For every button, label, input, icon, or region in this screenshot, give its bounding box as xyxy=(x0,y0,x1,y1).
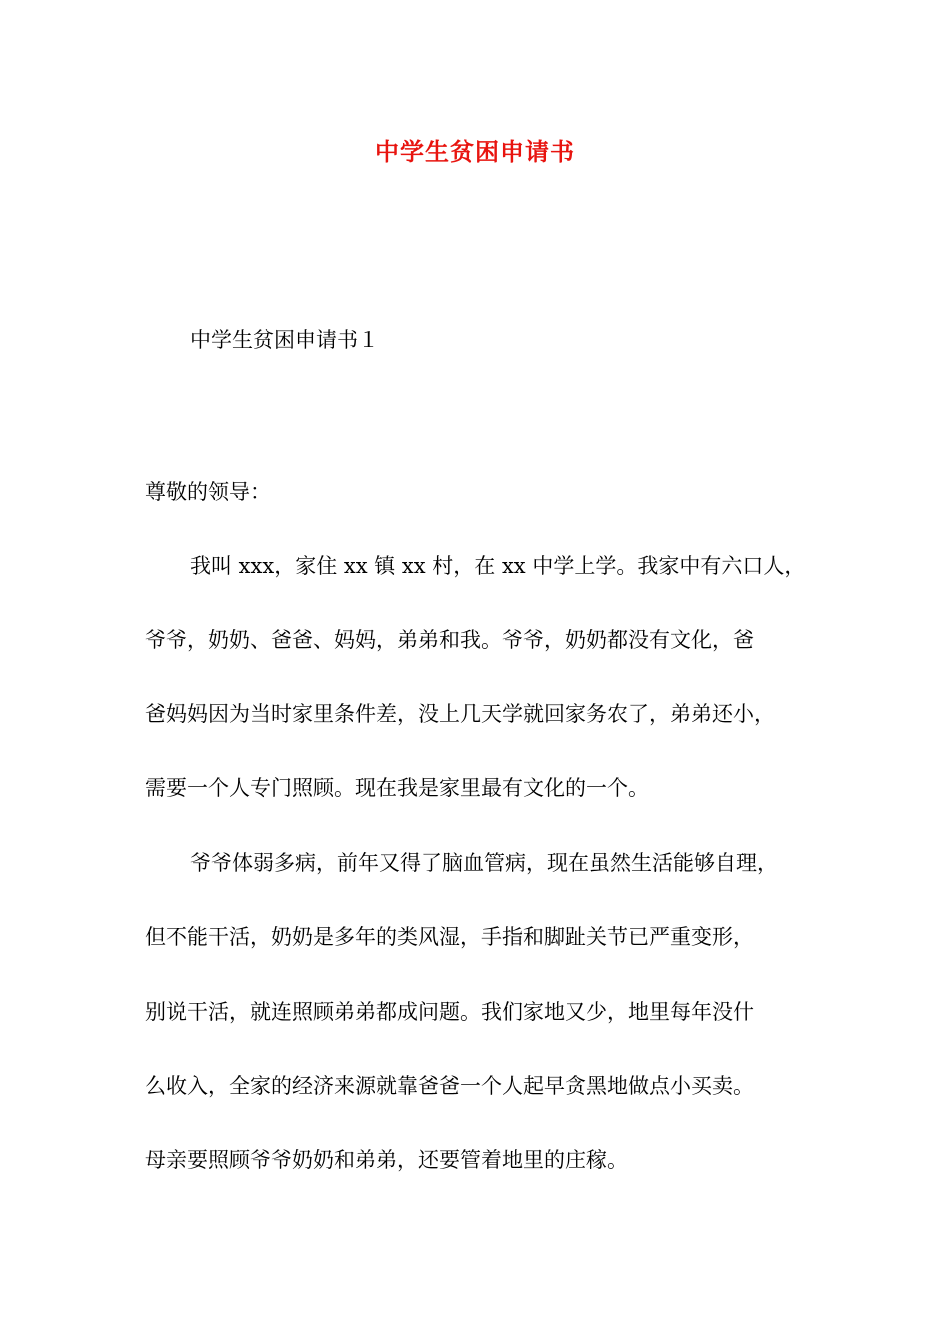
paragraph-line-2: 爷爷，奶奶、爸爸、妈妈，弟弟和我。爷爷，奶奶都没有文化，爸 xyxy=(145,628,754,652)
paragraph-line-4: 需要一个人专门照顾。现在我是家里最有文化的一个。 xyxy=(145,776,649,800)
section-heading: 中学生贫困申请书１ xyxy=(190,328,379,352)
salutation: 尊敬的领导： xyxy=(145,480,271,504)
document-title: 中学生贫困申请书 xyxy=(375,137,575,166)
paragraph-line-7: 别说干活，就连照顾弟弟都成问题。我们家地又少，地里每年没什 xyxy=(145,1000,754,1024)
paragraph-line-1: 我叫 xxx，家住 xx 镇 xx 村，在 xx 中学上学。我家中有六口人， xyxy=(190,554,806,578)
paragraph-line-6: 但不能干活，奶奶是多年的类风湿，手指和脚趾关节已严重变形， xyxy=(145,925,754,949)
paragraph-line-9: 母亲要照顾爷爷奶奶和弟弟，还要管着地里的庄稼。 xyxy=(145,1148,628,1172)
paragraph-line-3: 爸妈妈因为当时家里条件差，没上几天学就回家务农了，弟弟还小， xyxy=(145,702,775,726)
paragraph-line-8: 么收入，全家的经济来源就靠爸爸一个人起早贪黑地做点小买卖。 xyxy=(145,1074,754,1098)
paragraph-line-5: 爷爷体弱多病，前年又得了脑血管病，现在虽然生活能够自理， xyxy=(190,851,778,875)
